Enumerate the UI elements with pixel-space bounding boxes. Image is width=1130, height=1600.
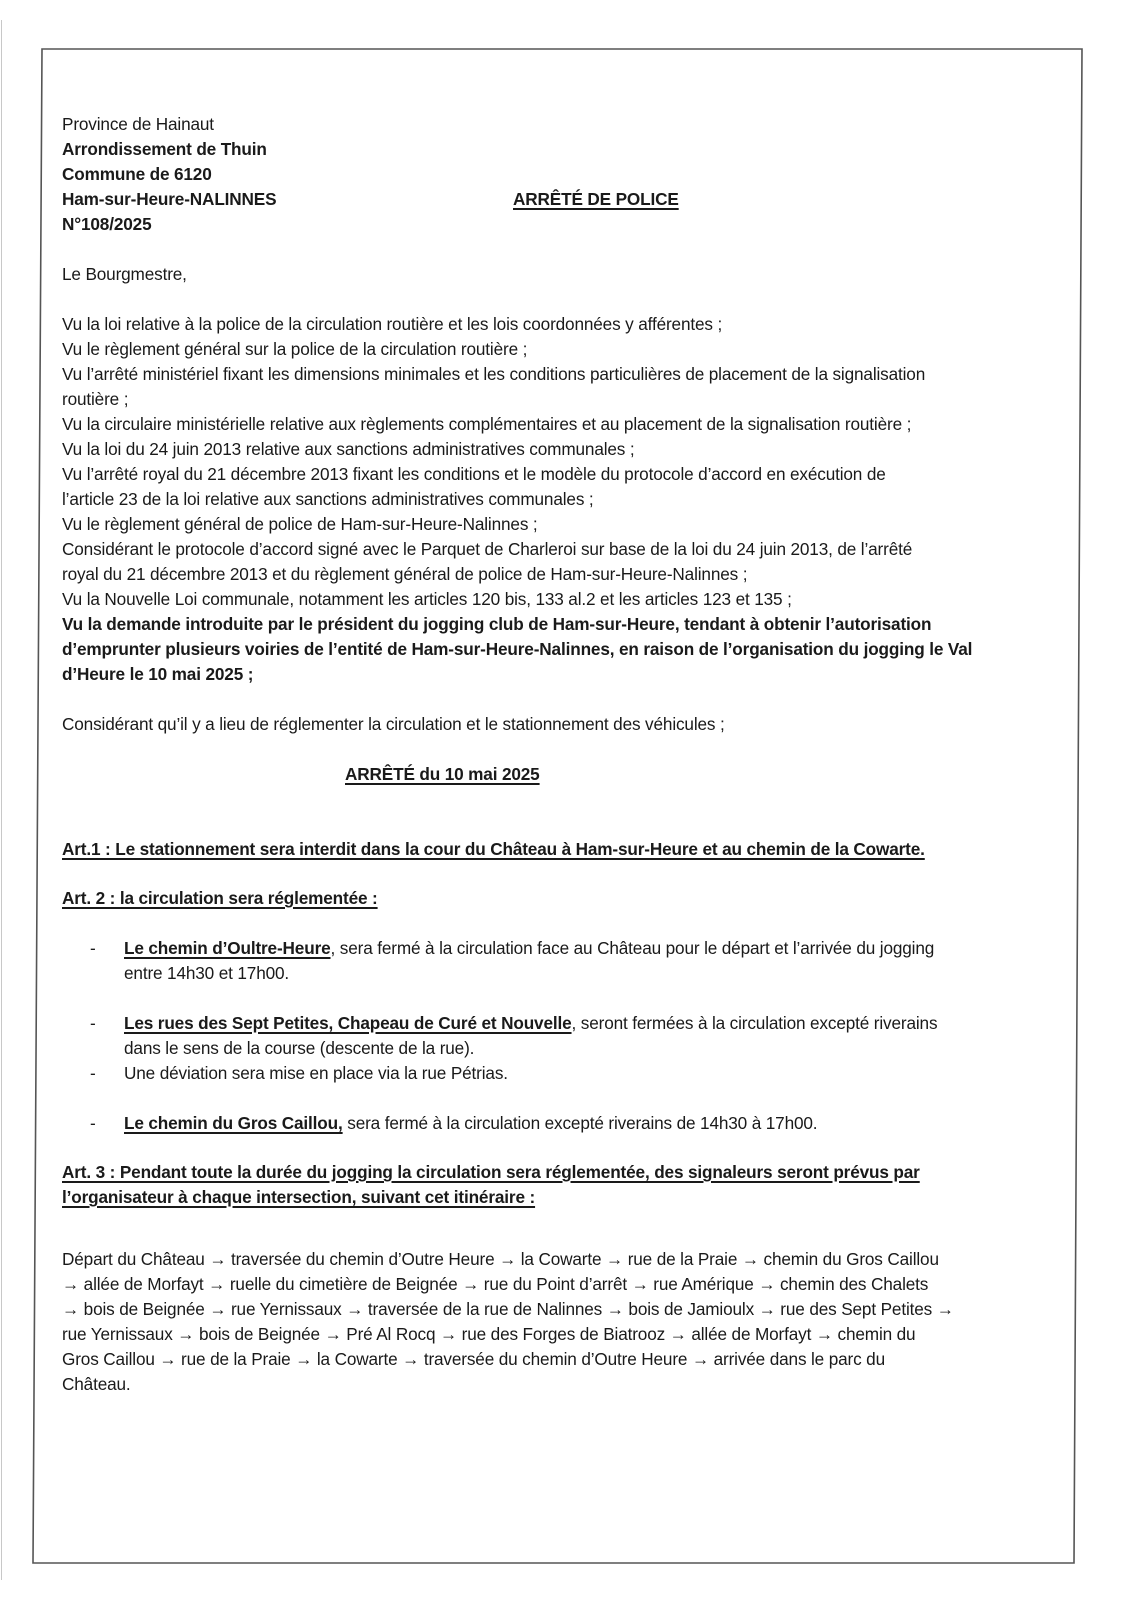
author-line: Le Bourgmestre,: [62, 264, 187, 284]
preamble-line: Vu la circulaire ministérielle relative aux règlements complémentaires et au placement de la signalisation routière ;: [62, 414, 912, 434]
document-body: [62, 112, 1052, 1397]
route-line: → allée de Morfayt → ruelle du cimetière de Beignée → rue du Point d’arrêt → rue Amérique → chemin des Chalets: [62, 1274, 929, 1294]
preamble-line: Considérant le protocole d’accord signé avec le Parquet de Charleroi sur base de la loi du 24 juin 2013, de l’arrêté: [62, 539, 913, 559]
article-3-title: Art. 3 : Pendant toute la durée du jogging la circulation sera réglementée, des signaleurs seront prévus par: [62, 1162, 920, 1182]
arrondissement-line: Arrondissement de Thuin: [62, 139, 267, 159]
preamble-line: Vu l’arrêté royal du 21 décembre 2013 fixant les conditions et le modèle du protocole d’accord en exécution de: [62, 464, 886, 484]
article-2-item: [62, 1111, 1052, 1136]
preamble-line: l’article 23 de la loi relative aux sanctions administratives communales ;: [62, 489, 594, 509]
road-name: Les rues des Sept Petites, Chapeau de Curé et Nouvelle: [124, 1013, 572, 1033]
province-line: Province de Hainaut: [62, 114, 214, 134]
item-text: Une déviation sera mise en place via la rue Pétrias.: [124, 1063, 508, 1083]
preamble-line: royal du 21 décembre 2013 et du règlement général de police de Ham-sur-Heure-Nalinnes ;: [62, 564, 748, 584]
preamble-line: Vu le règlement général sur la police de la circulation routière ;: [62, 339, 528, 359]
document-type-title: ARRÊTÉ DE POLICE: [513, 189, 679, 209]
item-text: , sera fermé à la circulation face au Château pour le départ et l’arrivée du jogging: [330, 938, 935, 958]
item-text: , seront fermées à la circulation excepté riverains: [571, 1013, 938, 1033]
article-2-item: [62, 1061, 1052, 1086]
preamble-line: Vu la Nouvelle Loi communale, notamment les articles 120 bis, 133 al.2 et les articles 123 et 135 ;: [62, 589, 792, 609]
preamble-line: Vu la loi du 24 juin 2013 relative aux sanctions administratives communales ;: [62, 439, 635, 459]
route-line: Château.: [62, 1374, 131, 1394]
road-name: Le chemin du Gros Caillou,: [124, 1113, 343, 1133]
preamble-line: Vu l’arrêté ministériel fixant les dimensions minimales et les conditions particulières de placement de la signalisation: [62, 364, 926, 384]
scan-edge-line: [1, 20, 2, 1580]
preamble-line: Vu le règlement général de police de Ham-sur-Heure-Nalinnes ;: [62, 514, 538, 534]
decree-title: ARRÊTÉ du 10 mai 2025: [345, 764, 540, 784]
bullet-dash: -: [90, 938, 96, 958]
municipality-line: Ham-sur-Heure-NALINNES: [62, 189, 277, 209]
header-block: [62, 112, 1052, 237]
request-line: d’emprunter plusieurs voiries de l’entité de Ham-sur-Heure-Nalinnes, en raison de l’organisation du jogging le Val: [62, 639, 973, 659]
decree-number: N°108/2025: [62, 214, 152, 234]
preamble: [62, 312, 1052, 687]
preamble-line: Vu la loi relative à la police de la circulation routière et les lois coordonnées y afférentes ;: [62, 314, 723, 334]
item-text: entre 14h30 et 17h00.: [124, 963, 290, 983]
request-line: d’Heure le 10 mai 2025 ;: [62, 664, 254, 684]
bullet-dash: -: [90, 1113, 96, 1133]
route-line: Départ du Château → traversée du chemin d’Outre Heure → la Cowarte → rue de la Praie → chemin du Gros Caillou: [62, 1249, 939, 1269]
article-2-item: [62, 1011, 1052, 1061]
route-line: rue Yernissaux → bois de Beignée → Pré Al Rocq → rue des Forges de Biatrooz → allée de Morfayt → chemin du: [62, 1324, 916, 1344]
article-1: Art.1 : Le stationnement sera interdit dans la cour du Château à Ham-sur-Heure et au chemin de la Cowarte.: [62, 839, 925, 859]
considering-line: Considérant qu’il y a lieu de réglementer la circulation et le stationnement des véhicules ;: [62, 714, 725, 734]
bullet-dash: -: [90, 1013, 96, 1033]
item-text: dans le sens de la course (descente de la rue).: [124, 1038, 475, 1058]
route-line: → bois de Beignée → rue Yernissaux → traversée de la rue de Nalinnes → bois de Jamioulx → rue des Sept Petites →: [62, 1299, 954, 1319]
route-line: Gros Caillou → rue de la Praie → la Cowarte → traversée du chemin d’Outre Heure → arrivée dans le parc du: [62, 1349, 885, 1369]
request-line: Vu la demande introduite par le président du jogging club de Ham-sur-Heure, tendant à obtenir l’autorisation: [62, 614, 932, 634]
route-itinerary: [62, 1247, 1052, 1397]
commune-line: Commune de 6120: [62, 164, 212, 184]
item-text: sera fermé à la circulation excepté riverains de 14h30 à 17h00.: [342, 1113, 818, 1133]
bullet-dash: -: [90, 1063, 96, 1083]
preamble-line: routière ;: [62, 389, 129, 409]
article-2-title: Art. 2 : la circulation sera réglementée :: [62, 888, 378, 908]
article-3-title: l’organisateur à chaque intersection, suivant cet itinéraire :: [62, 1187, 536, 1207]
article-2-item: [62, 936, 1052, 986]
road-name: Le chemin d’Oultre-Heure: [124, 938, 331, 958]
